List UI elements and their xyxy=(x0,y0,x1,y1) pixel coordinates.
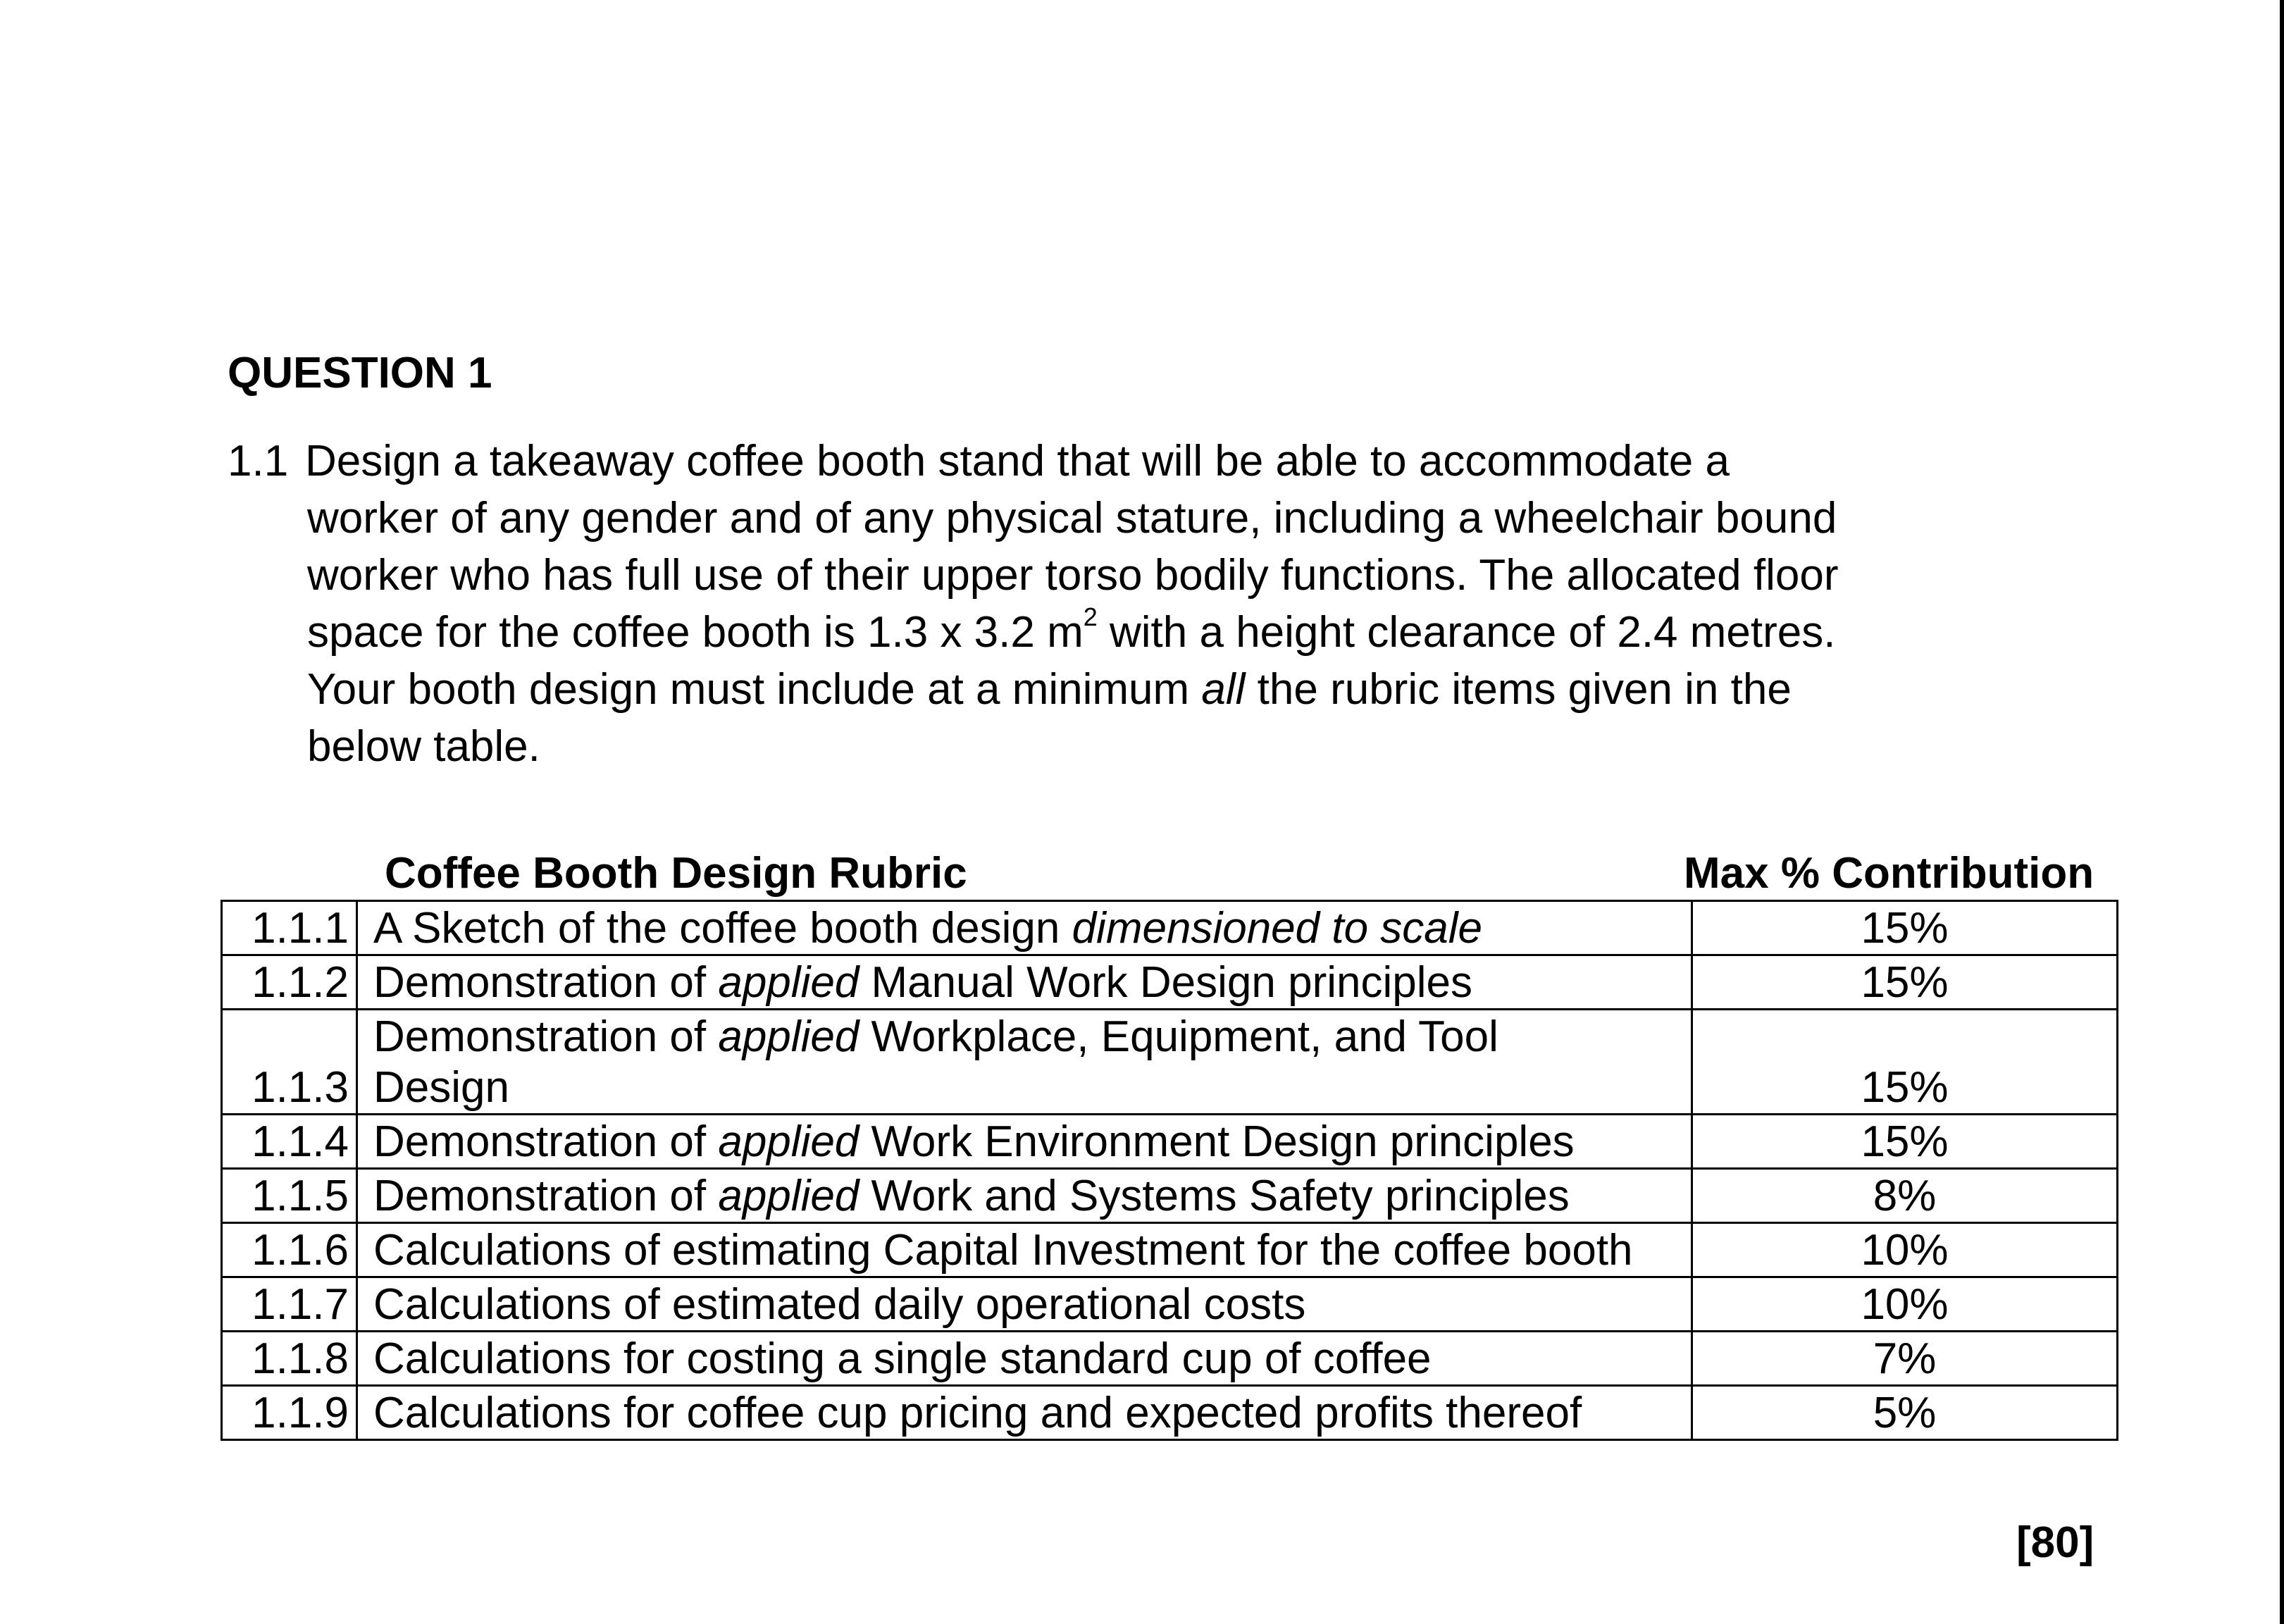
item-description xyxy=(357,901,1692,955)
item-number: 1.1.5 xyxy=(222,1169,357,1223)
paragraph-line-4 xyxy=(228,604,1932,661)
paragraph-line-3: worker who has full use of their upper torso bodily functions. The allocated floor xyxy=(307,551,1839,600)
item-percentage: 5% xyxy=(1692,1386,2118,1440)
table-row xyxy=(222,1115,2118,1169)
paragraph-line-6: below table. xyxy=(307,722,540,771)
item-number: 1.1.7 xyxy=(222,1277,357,1332)
table-row xyxy=(222,955,2118,1010)
height-clearance-text: with a height clearance of 2.4 metres. xyxy=(1097,608,1836,657)
paragraph-line-2: worker of any gender and of any physical stature, including a wheelchair bound xyxy=(307,494,1837,543)
desc-text: Manual Work Design principles xyxy=(859,958,1472,1007)
rubric-table xyxy=(221,900,2118,1441)
question-paragraph xyxy=(228,433,1932,775)
table-row xyxy=(222,1010,2118,1115)
line5-start: Your booth design must include at a minimum xyxy=(307,665,1202,714)
item-percentage: 8% xyxy=(1692,1169,2118,1223)
table-row xyxy=(222,1332,2118,1386)
desc-emphasis: applied xyxy=(718,1012,859,1061)
item-number: 1.1.6 xyxy=(222,1223,357,1277)
question-number: 1.1 xyxy=(228,437,289,485)
rubric-column-header: Coffee Booth Design Rubric xyxy=(385,849,967,898)
desc-text: Workplace, Equipment, and Tool xyxy=(859,1012,1498,1061)
floor-space-text: space for the coffee booth is 1.3 x 3.2 m xyxy=(307,608,1084,657)
item-number: 1.1.3 xyxy=(222,1010,357,1115)
item-percentage: 15% xyxy=(1692,955,2118,1010)
item-number: 1.1.2 xyxy=(222,955,357,1010)
desc-text: Demonstration of xyxy=(373,958,719,1007)
item-description xyxy=(357,1169,1692,1223)
item-number: 1.1.8 xyxy=(222,1332,357,1386)
item-description: Calculations for costing a single standard cup of coffee xyxy=(357,1332,1692,1386)
item-description xyxy=(357,955,1692,1010)
question-heading: QUESTION 1 xyxy=(228,349,492,397)
page-edge-rule xyxy=(2280,0,2284,1624)
table-row xyxy=(222,1277,2118,1332)
table-row xyxy=(222,1223,2118,1277)
desc-text: Work and Systems Safety principles xyxy=(859,1172,1570,1220)
item-description: Calculations for coffee cup pricing and expected profits thereof xyxy=(357,1386,1692,1440)
desc-emphasis: dimensioned to scale xyxy=(1072,904,1483,953)
table-row xyxy=(222,1386,2118,1440)
item-number: 1.1.1 xyxy=(222,901,357,955)
item-percentage: 10% xyxy=(1692,1277,2118,1332)
item-description xyxy=(357,1010,1692,1115)
item-number: 1.1.9 xyxy=(222,1386,357,1440)
desc-text: A Sketch of the coffee booth design xyxy=(373,904,1072,953)
desc-text: Work Environment Design principles xyxy=(859,1117,1575,1166)
squared-superscript: 2 xyxy=(1083,602,1098,632)
desc-emphasis: applied xyxy=(718,1117,859,1166)
table-row xyxy=(222,901,2118,955)
emphasis-all: all xyxy=(1201,665,1246,714)
item-description: Calculations of estimated daily operational costs xyxy=(357,1277,1692,1332)
desc-text: Demonstration of xyxy=(373,1172,719,1220)
line5-end: the rubric items given in the xyxy=(1245,665,1792,714)
table-row xyxy=(222,1169,2118,1223)
item-percentage: 15% xyxy=(1692,901,2118,955)
paragraph-line-1: Design a takeaway coffee booth stand that will be able to accommodate a xyxy=(305,437,1730,485)
item-description: Calculations of estimating Capital Investment for the coffee booth xyxy=(357,1223,1692,1277)
item-percentage: 15% xyxy=(1692,1115,2118,1169)
total-marks: [80] xyxy=(2016,1518,2094,1567)
item-percentage: 7% xyxy=(1692,1332,2118,1386)
item-description xyxy=(357,1115,1692,1169)
desc-emphasis: applied xyxy=(718,958,859,1007)
item-percentage: 15% xyxy=(1692,1010,2118,1115)
max-contribution-header: Max % Contribution xyxy=(1684,849,2094,898)
paragraph-line-5 xyxy=(228,661,1932,718)
desc-text: Demonstration of xyxy=(373,1117,719,1166)
desc-text-line2: Design xyxy=(373,1063,509,1112)
item-number: 1.1.4 xyxy=(222,1115,357,1169)
item-percentage: 10% xyxy=(1692,1223,2118,1277)
desc-emphasis: applied xyxy=(718,1172,859,1220)
desc-text: Demonstration of xyxy=(373,1012,719,1061)
